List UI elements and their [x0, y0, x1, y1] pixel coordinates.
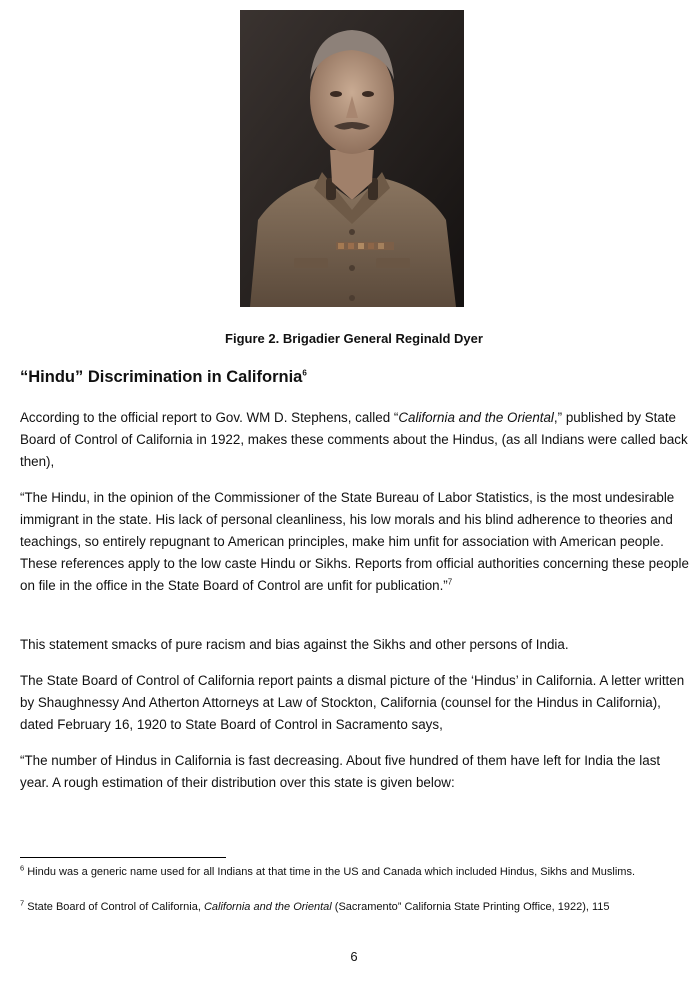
section-heading-text: “Hindu” Discrimination in California [20, 368, 303, 386]
paragraph-1-pre: According to the official report to Gov. WM D. Stephens, called “ [20, 410, 399, 425]
section-heading [20, 368, 307, 387]
paragraph-2-quote [20, 487, 692, 597]
footnote-7-post: (Sacramento” California State Printing Office, 1922), 115 [331, 901, 610, 913]
figure-caption: Figure 2. Brigadier General Reginald Dyer [225, 331, 483, 346]
paragraph-5-quote: “The number of Hindus in California is fast decreasing. About five hundred of them have left for India the last year. A rough estimation of their distribution over this state is given below: [20, 753, 661, 790]
footnote-6-number: 6 [20, 863, 25, 873]
footnote-7-italic: California and the Oriental [203, 901, 332, 913]
portrait-illustration [240, 10, 464, 307]
portrait-photo [240, 10, 464, 307]
paragraph-1-italic: California and the Oriental [398, 410, 554, 425]
footnote-7-pre: State Board of Control of California, [24, 901, 204, 913]
footnote-7 [20, 899, 692, 917]
heading-footnote-ref: 6 [302, 368, 307, 378]
paragraph-3: This statement smacks of pure racism and bias against the Sikhs and other persons of India. [20, 637, 569, 652]
footnote-6 [20, 864, 692, 882]
footnote-7-number: 7 [20, 898, 25, 908]
paragraph-2-text: “The Hindu, in the opinion of the Commissioner of the State Bureau of Labor Statistics, is the most undesirable immigrant in the state. His lack of personal cleanliness, his low morals and his blind adherence to theories and teachings, so entirely repugnant to American principles, make him unfit for association with American people. These references apply to the low caste Hindu or Sikhs. Reports from official authorities concerning these people on file in the office in the State Board of Control are unfit for publication.” [20, 490, 689, 593]
page-number: 6 [350, 949, 358, 964]
paragraph-1 [20, 407, 692, 473]
paragraph-2-footnote-ref: 7 [447, 577, 453, 587]
footnote-6-text: Hindu was a generic name used for all Indians at that time in the US and Canada which included Hindus, Sikhs and Muslims. [24, 866, 635, 878]
paragraph-1-post: ,” published by State Board of Control of California in 1922, makes these comments about the Hindus, (as all Indians were called back then), [20, 410, 688, 469]
footnote-separator [20, 857, 226, 858]
paragraph-4: The State Board of Control of California report paints a dismal picture of the ‘Hindus’ in California. A letter written by Shaughnessy And Atherton Attorneys at Law of Stockton, California (counsel for the Hindus in California), dated February 16, 1920 to State Board of Control in Sacramento says, [20, 673, 685, 732]
